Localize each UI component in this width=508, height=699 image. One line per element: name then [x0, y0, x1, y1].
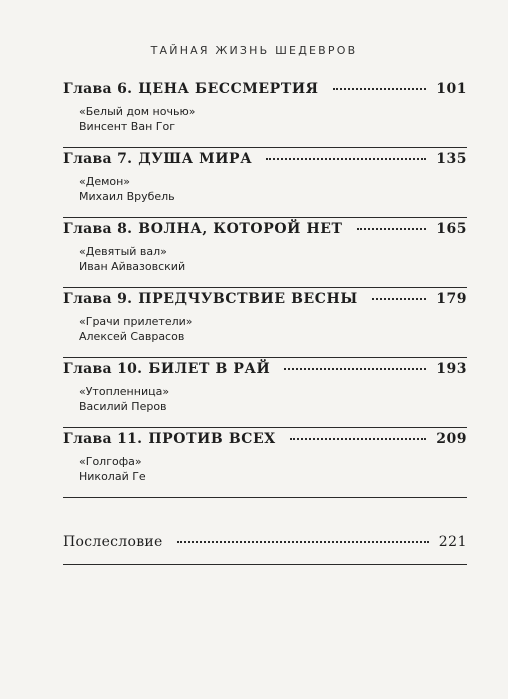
page-number: 101: [436, 81, 467, 97]
artwork-title: «Демон»: [79, 175, 131, 188]
chapter-title: ПРЕДЧУВСТВИЕ ВЕСНЫ: [138, 291, 358, 307]
dot-leader: [372, 298, 426, 300]
dot-leader: [290, 438, 427, 440]
artwork-title: «Голгофа»: [79, 455, 142, 468]
artwork-title: «Девятый вал»: [79, 245, 167, 258]
chapter-heading: [63, 431, 467, 453]
chapter-number: Глава 9.: [63, 291, 133, 307]
toc-entry-afterword[interactable]: [63, 534, 467, 565]
chapter-heading: [63, 81, 467, 103]
afterword-heading: [63, 534, 467, 556]
page-number: 135: [436, 151, 467, 167]
chapter-title: БИЛЕТ В РАЙ: [148, 361, 271, 377]
chapter-heading: [63, 361, 467, 383]
chapter-heading: [63, 291, 467, 313]
artwork-title: «Грачи прилетели»: [79, 315, 193, 328]
toc-entry-chapter-7[interactable]: [63, 151, 467, 218]
running-head: ТАЙНАЯ ЖИЗНЬ ШЕДЕВРОВ: [150, 44, 358, 57]
table-of-contents: [63, 78, 467, 565]
toc-entry-chapter-11[interactable]: [63, 431, 467, 498]
artist-name: Михаил Врубель: [79, 190, 175, 203]
dot-leader: [177, 541, 429, 543]
chapter-number: Глава 7.: [63, 151, 133, 167]
toc-entry-chapter-9[interactable]: [63, 291, 467, 358]
chapter-title: ВОЛНА, КОТОРОЙ НЕТ: [138, 221, 343, 237]
chapter-number: Глава 10.: [63, 361, 143, 377]
page-number: 209: [436, 431, 467, 447]
chapter-number: Глава 6.: [63, 81, 133, 97]
chapter-title: ПРОТИВ ВСЕХ: [148, 431, 276, 447]
chapter-heading: [63, 221, 467, 243]
artwork-title: «Утопленница»: [79, 385, 170, 398]
chapter-heading: [63, 151, 467, 173]
artwork-title: «Белый дом ночью»: [79, 105, 196, 118]
toc-entry-chapter-8[interactable]: [63, 221, 467, 288]
dot-leader: [266, 158, 426, 160]
page-number: 165: [436, 221, 467, 237]
artist-name: Иван Айвазовский: [79, 260, 186, 273]
dot-leader: [284, 368, 426, 370]
chapter-number: Глава 8.: [63, 221, 133, 237]
toc-entry-chapter-10[interactable]: [63, 361, 467, 428]
toc-entry-chapter-6[interactable]: [63, 81, 467, 148]
artist-name: Винсент Ван Гог: [79, 120, 175, 133]
page-number: 193: [436, 361, 467, 377]
artist-name: Николай Ге: [79, 470, 146, 483]
chapter-number: Глава 11.: [63, 431, 143, 447]
artist-name: Алексей Саврасов: [79, 330, 185, 343]
chapter-title: ДУША МИРА: [138, 151, 253, 167]
dot-leader: [333, 88, 427, 90]
page-number: 221: [438, 534, 467, 550]
afterword-title: Послесловие: [63, 534, 163, 550]
chapter-title: ЦЕНА БЕССМЕРТИЯ: [138, 81, 319, 97]
page-number: 179: [436, 291, 467, 307]
artist-name: Василий Перов: [79, 400, 167, 413]
dot-leader: [357, 228, 427, 230]
